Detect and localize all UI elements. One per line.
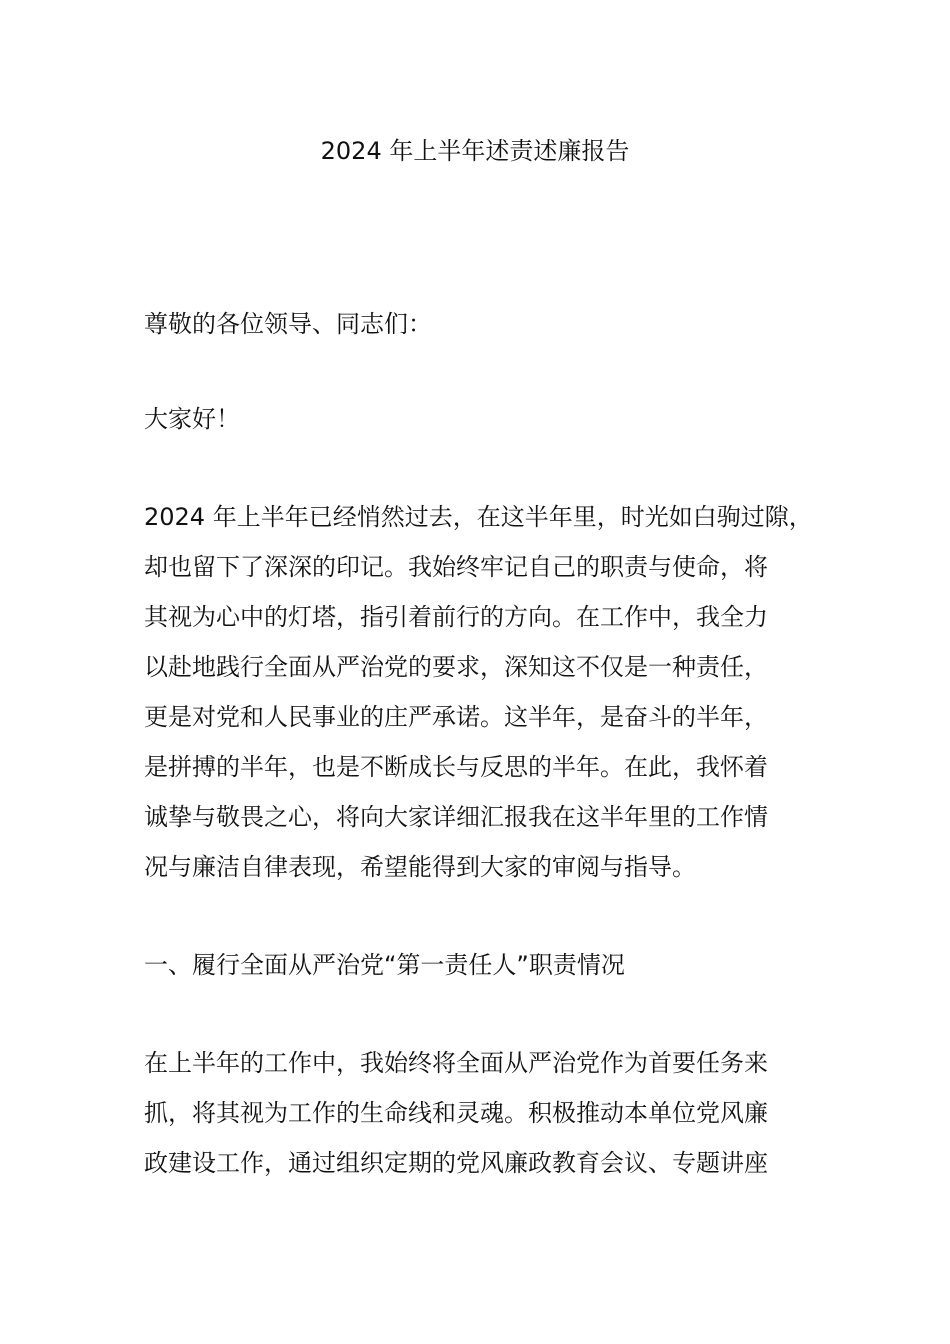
paragraph-line: 抓，将其视为工作的生命线和灵魂。积极推动本单位党风廉 <box>144 1099 768 1127</box>
salutation: 尊敬的各位领导、同志们： <box>144 310 432 338</box>
paragraph-line: 更是对党和人民事业的庄严承诺。这半年，是奋斗的半年， <box>144 703 768 731</box>
paragraph-line: 政建设工作，通过组织定期的党风廉政教育会议、专题讲座 <box>144 1149 768 1177</box>
paragraph-line: 以赴地践行全面从严治党的要求，深知这不仅是一种责任， <box>144 653 768 681</box>
section-paragraph <box>144 1038 824 1188</box>
paragraph-line: 2024 年上半年已经悄然过去，在这半年里，时光如白驹过隙， <box>144 503 813 531</box>
paragraph-line: 况与廉洁自律表现，希望能得到大家的审阅与指导。 <box>144 853 696 881</box>
section-heading: 一、履行全面从严治党“第一责任人”职责情况 <box>144 951 625 979</box>
intro-paragraph <box>144 492 824 892</box>
paragraph-line: 在上半年的工作中，我始终将全面从严治党作为首要任务来 <box>144 1049 768 1077</box>
paragraph-line: 其视为心中的灯塔，指引着前行的方向。在工作中，我全力 <box>144 603 768 631</box>
greeting: 大家好！ <box>144 405 240 433</box>
document-title: 2024 年上半年述责述廉报告 <box>320 137 630 165</box>
paragraph-line: 是拼搏的半年，也是不断成长与反思的半年。在此，我怀着 <box>144 753 768 781</box>
paragraph-line: 诚挚与敬畏之心，将向大家详细汇报我在这半年里的工作情 <box>144 803 768 831</box>
paragraph-line: 却也留下了深深的印记。我始终牢记自己的职责与使命，将 <box>144 553 768 581</box>
